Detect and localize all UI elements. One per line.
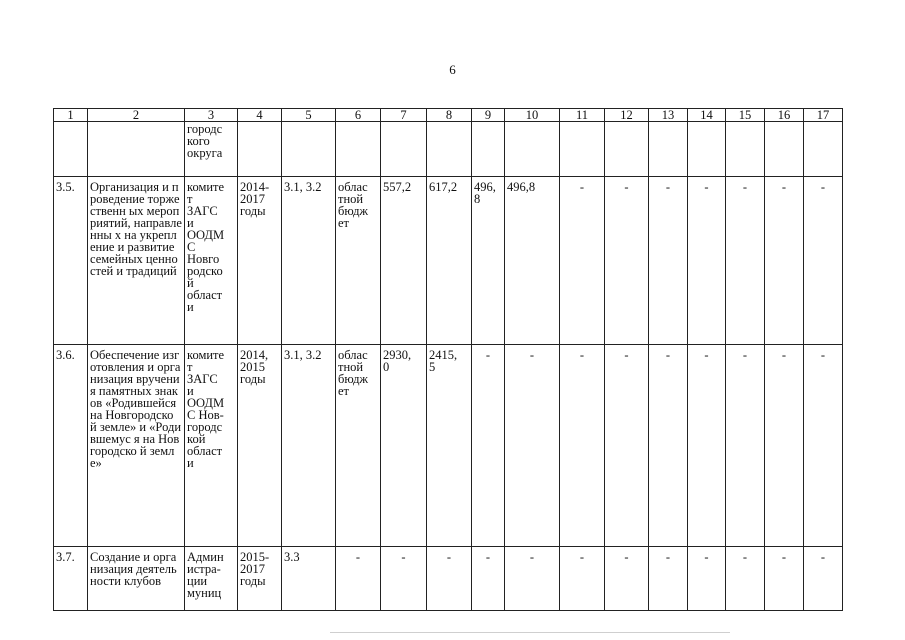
extra-column-cell: - xyxy=(688,177,726,345)
period-cell xyxy=(238,122,282,177)
activity-name-cell: Организация и проведение торжественн ых мероприятий, направленны х на укрепление и развитие семейных ценностей и традиций xyxy=(88,177,185,345)
header-cell: 7 xyxy=(381,109,427,122)
extra-column-cell: - xyxy=(726,177,765,345)
extra-column-cell: - xyxy=(560,345,605,547)
funding-source-cell xyxy=(336,122,381,177)
funding-source-cell: облас тной бюдж ет xyxy=(336,345,381,547)
extra-column-cell: - xyxy=(804,345,843,547)
page-number: 6 xyxy=(449,62,456,77)
header-row xyxy=(54,109,843,122)
header-cell: 9 xyxy=(472,109,505,122)
header-cell: 17 xyxy=(804,109,843,122)
extra-column-cell: - xyxy=(605,177,649,345)
table-row xyxy=(54,345,843,547)
item-number-cell xyxy=(54,122,88,177)
header-cell: 8 xyxy=(427,109,472,122)
extra-column-cell: - xyxy=(726,547,765,611)
header-cell: 5 xyxy=(282,109,336,122)
value-2016-cell: - xyxy=(472,345,505,547)
value-2017-cell: 496,8 xyxy=(505,177,560,345)
value-2014-cell: 2930, 0 xyxy=(381,345,427,547)
period-cell: 2014- 2017 годы xyxy=(238,177,282,345)
extra-column-cell: - xyxy=(649,177,688,345)
executor-cell: комите т ЗАГС и ООДМ С Нов- городс кой област и xyxy=(185,345,238,547)
extra-column-cell: - xyxy=(765,177,804,345)
extra-column-cell xyxy=(649,122,688,177)
value-2014-cell: - xyxy=(381,547,427,611)
extra-column-cell: - xyxy=(605,547,649,611)
extra-column-cell xyxy=(688,122,726,177)
extra-column-cell: - xyxy=(726,345,765,547)
value-2014-cell xyxy=(381,122,427,177)
table-row xyxy=(54,122,843,177)
item-number-cell: 3.5. xyxy=(54,177,88,345)
extra-column-cell: - xyxy=(765,345,804,547)
table-row xyxy=(54,547,843,611)
value-2017-cell: - xyxy=(505,345,560,547)
item-number-cell: 3.7. xyxy=(54,547,88,611)
value-2014-cell: 557,2 xyxy=(381,177,427,345)
header-cell: 2 xyxy=(88,109,185,122)
extra-column-cell: - xyxy=(804,547,843,611)
extra-column-cell xyxy=(765,122,804,177)
header-cell: 14 xyxy=(688,109,726,122)
header-cell: 1 xyxy=(54,109,88,122)
header-cell: 6 xyxy=(336,109,381,122)
target-indicator-cell: 3.1, 3.2 xyxy=(282,177,336,345)
extra-column-cell: - xyxy=(560,177,605,345)
funding-source-cell: - xyxy=(336,547,381,611)
activity-name-cell: Обеспечение изготовления и организация вручения памятных знаков «Родившейся на Новгородско й земле» и «Родившемус я на Новгородско й земле» xyxy=(88,345,185,547)
extra-column-cell xyxy=(605,122,649,177)
value-2017-cell xyxy=(505,122,560,177)
extra-column-cell: - xyxy=(688,345,726,547)
page-bottom-edge xyxy=(330,632,730,633)
header-cell: 16 xyxy=(765,109,804,122)
table-row xyxy=(54,177,843,345)
value-2017-cell: - xyxy=(505,547,560,611)
extra-column-cell: - xyxy=(804,177,843,345)
header-cell: 12 xyxy=(605,109,649,122)
value-2016-cell xyxy=(472,122,505,177)
funding-source-cell: облас тной бюдж ет xyxy=(336,177,381,345)
target-indicator-cell xyxy=(282,122,336,177)
header-cell: 11 xyxy=(560,109,605,122)
period-cell: 2014, 2015 годы xyxy=(238,345,282,547)
header-cell: 10 xyxy=(505,109,560,122)
program-table xyxy=(53,108,843,611)
extra-column-cell: - xyxy=(649,547,688,611)
extra-column-cell: - xyxy=(688,547,726,611)
activity-name-cell xyxy=(88,122,185,177)
header-cell: 3 xyxy=(185,109,238,122)
target-indicator-cell: 3.1, 3.2 xyxy=(282,345,336,547)
extra-column-cell: - xyxy=(560,547,605,611)
header-cell: 4 xyxy=(238,109,282,122)
target-indicator-cell: 3.3 xyxy=(282,547,336,611)
header-cell: 15 xyxy=(726,109,765,122)
item-number-cell: 3.6. xyxy=(54,345,88,547)
value-2015-cell: 617,2 xyxy=(427,177,472,345)
extra-column-cell: - xyxy=(605,345,649,547)
executor-cell: комите т ЗАГС и ООДМ С Новго родско й област и xyxy=(185,177,238,345)
executor-cell: городс кого округа xyxy=(185,122,238,177)
extra-column-cell: - xyxy=(649,345,688,547)
value-2015-cell: - xyxy=(427,547,472,611)
value-2016-cell: - xyxy=(472,547,505,611)
value-2015-cell xyxy=(427,122,472,177)
period-cell: 2015- 2017 годы xyxy=(238,547,282,611)
activity-name-cell: Создание и организация деятельности клубов xyxy=(88,547,185,611)
extra-column-cell xyxy=(804,122,843,177)
value-2016-cell: 496, 8 xyxy=(472,177,505,345)
extra-column-cell: - xyxy=(765,547,804,611)
executor-cell: Админ истра- ции муниц xyxy=(185,547,238,611)
extra-column-cell xyxy=(560,122,605,177)
extra-column-cell xyxy=(726,122,765,177)
value-2015-cell: 2415, 5 xyxy=(427,345,472,547)
header-cell: 13 xyxy=(649,109,688,122)
